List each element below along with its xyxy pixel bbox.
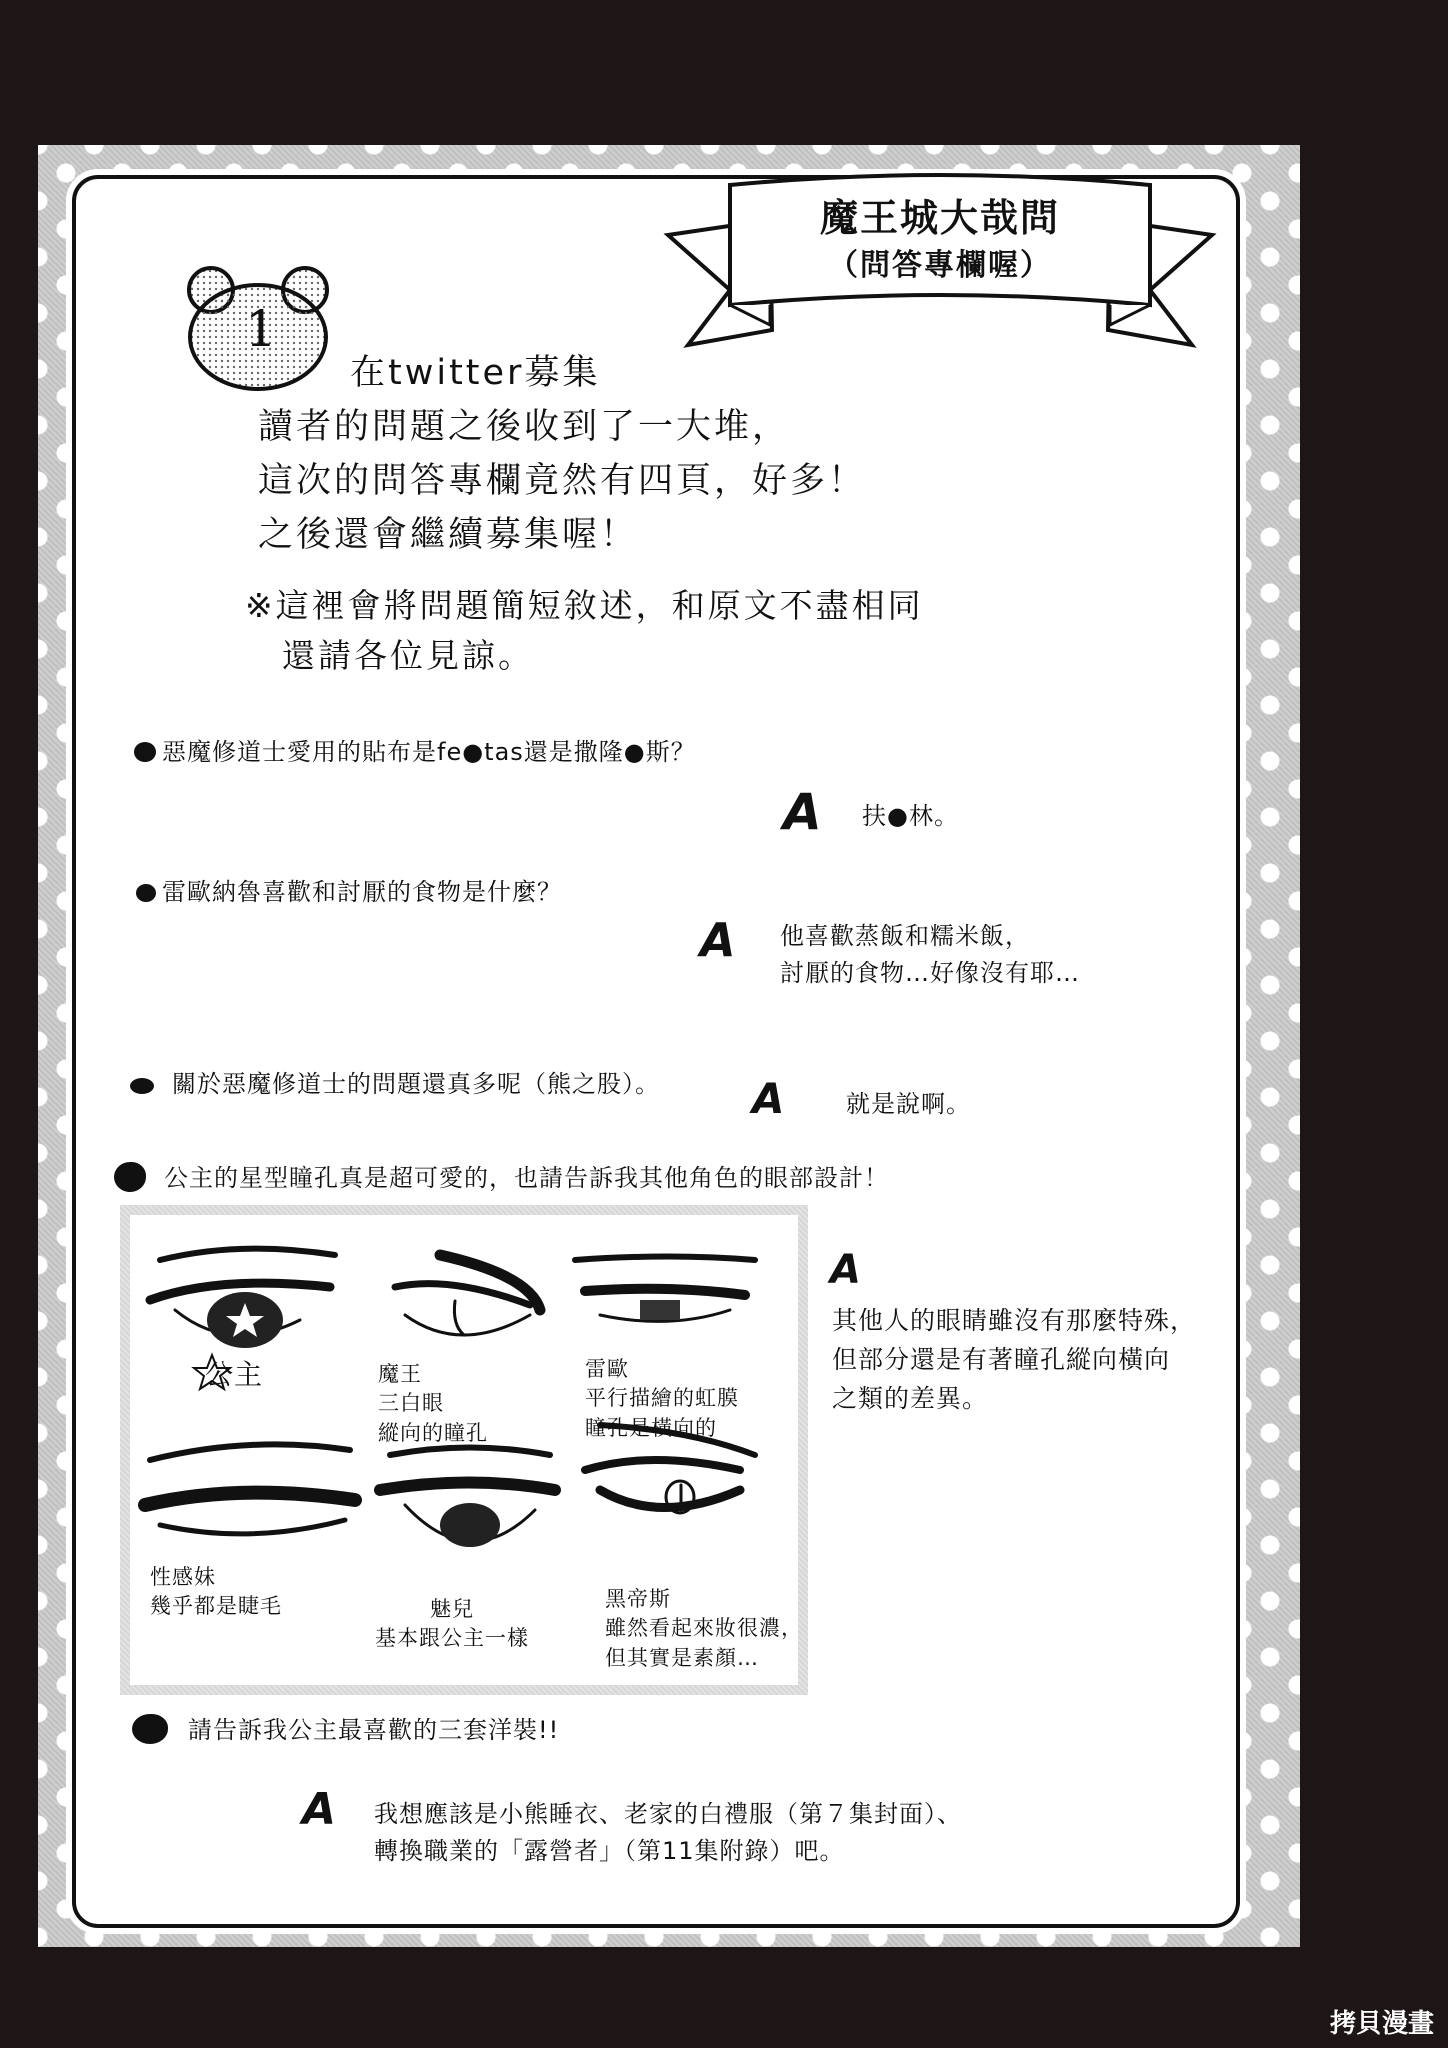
question-text: 惡魔修道士愛用的貼布是fe●tas還是撒隆●斯？ [162,738,696,766]
intro-line-4: 之後還會繼續募集喔！ [258,515,639,555]
question-text: 關於惡魔修道士的問題還真多呢（熊之股）。 [172,1070,660,1098]
eye-label-succubus: 魅兒 基本跟公主一樣 [375,1597,529,1651]
eye-designs-illustration [120,1205,808,1695]
bullet-icon [132,1714,168,1744]
answer-3: 就是說啊。 [846,1090,971,1118]
bullet-icon [134,742,156,762]
eye-label-hades: 黑帝斯 雖然看起來妝很濃， 但其實是素顏… [605,1587,803,1670]
question-text: 請告訴我公主最喜歡的三套洋裝!! [188,1716,560,1744]
question-5 [132,1710,559,1745]
answer-a-icon: A [700,913,736,967]
intro-line-1: 在twitter募集 [350,353,601,393]
question-4 [114,1158,889,1193]
question-3 [130,1064,660,1099]
eye-designs-panel [130,1215,803,1685]
intro-line-2: 讀者的問題之後收到了一大堆， [258,407,791,447]
answer-a-icon: A [830,1247,861,1293]
eye-label-sexy-sister: 性感妹 幾乎都是睫毛 [150,1565,282,1619]
answer-1: 扶●林。 [862,802,959,830]
intro-note-line-1: ※這裡會將問題簡短敘述，和原文不盡相同 [245,586,924,625]
bullet-icon [136,884,156,902]
bullet-icon [130,1078,154,1094]
watermark: 拷貝漫畫 [1329,2009,1434,2039]
answer-a-icon: A [302,1784,337,1835]
eye-label-demon-king: 魔王 三白眼 縱向的瞳孔 [378,1362,488,1445]
bullet-icon [114,1162,146,1192]
banner-subtitle: （問答專欄喔） [828,248,1052,283]
intro-note-line-2: 還請各位見諒。 [282,636,534,675]
eye-label-princess: 公主 [205,1358,264,1391]
eye-label-leo: 雷歐 平行描繪的虹膜 瞳孔是橫向的 [585,1357,739,1440]
banner-title: 魔王城大哉問 [819,195,1060,240]
answer-2-line-2: 討厭的食物…好像沒有耶… [780,959,1080,987]
answer-a-icon: A [783,783,822,841]
question-1 [134,732,696,767]
question-2 [136,872,562,907]
answer-4: 其他人的眼睛雖沒有那麼特殊， 但部分還是有著瞳孔縱向橫向 之類的差異。 [832,1306,1197,1413]
answer-5: 我想應該是小熊睡衣、老家的白禮服（第７集封面）、 轉換職業的「露營者」（第11集附錄）吧。 [374,1800,962,1866]
question-text: 雷歐納魯喜歡和討厭的食物是什麼？ [162,878,562,906]
answer-a-icon: A [752,1074,785,1123]
intro-line-3: 這次的問答專欄竟然有四頁，好多！ [258,461,867,501]
badge-number: 1 [245,300,277,358]
question-text: 公主的星型瞳孔真是超可愛的，也請告訴我其他角色的眼部設計！ [164,1164,889,1192]
answer-2-line-1: 他喜歡蒸飯和糯米飯， [780,922,1030,950]
